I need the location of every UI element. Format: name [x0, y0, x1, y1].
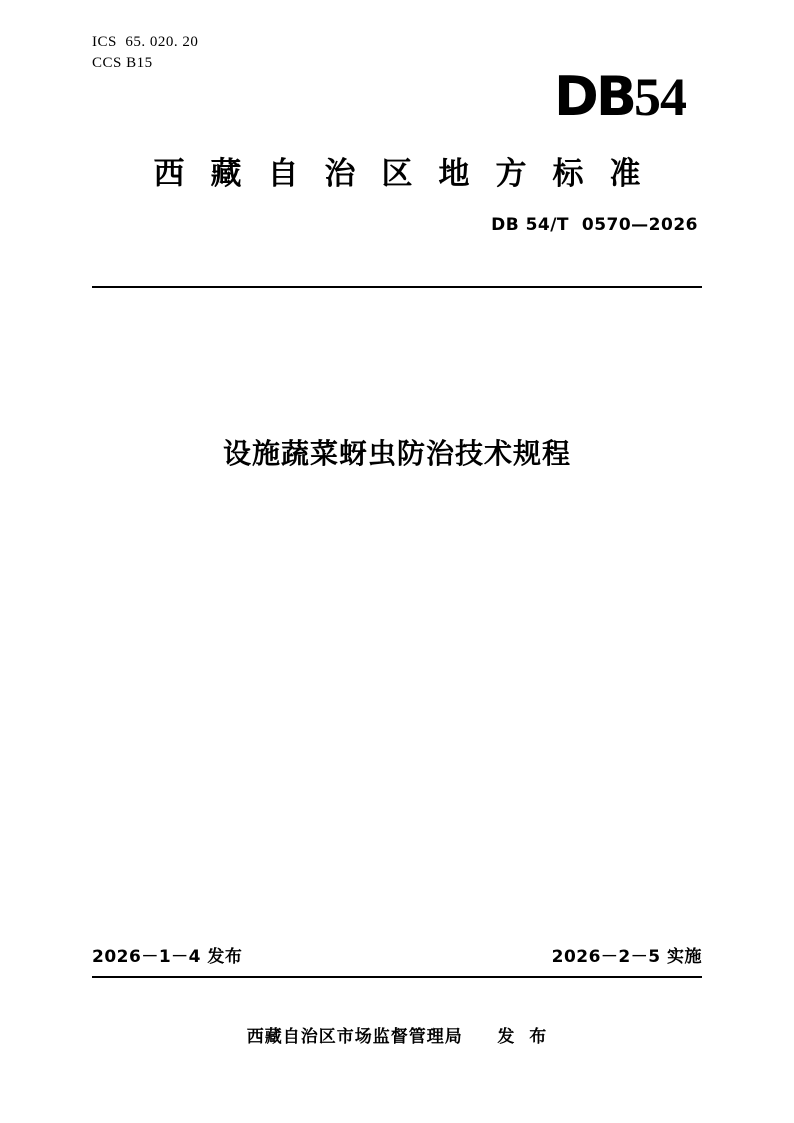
ics-code: ICS 65. 020. 20: [92, 34, 199, 50]
series-title: 西藏自治区地方标准: [153, 156, 667, 192]
date-row: [92, 942, 702, 967]
emblem-prefix: DB: [554, 65, 634, 128]
divider-top: [92, 286, 702, 288]
divider-bottom: [92, 976, 702, 978]
db54-emblem: [554, 65, 686, 128]
ccs-code: CCS B15: [92, 55, 153, 71]
emblem-number: 54: [634, 67, 686, 127]
standard-number: DB 54/T 0570—2026: [491, 215, 698, 235]
issue-date: 2026－1－4 发布: [92, 947, 243, 967]
classification-codes: [92, 32, 198, 74]
issuing-authority: 西藏自治区市场监督管理局 发 布: [246, 1027, 548, 1047]
effective-date: 2026－2－5 实施: [551, 947, 702, 967]
document-title: 设施蔬菜蚜虫防治技术规程: [222, 437, 571, 470]
